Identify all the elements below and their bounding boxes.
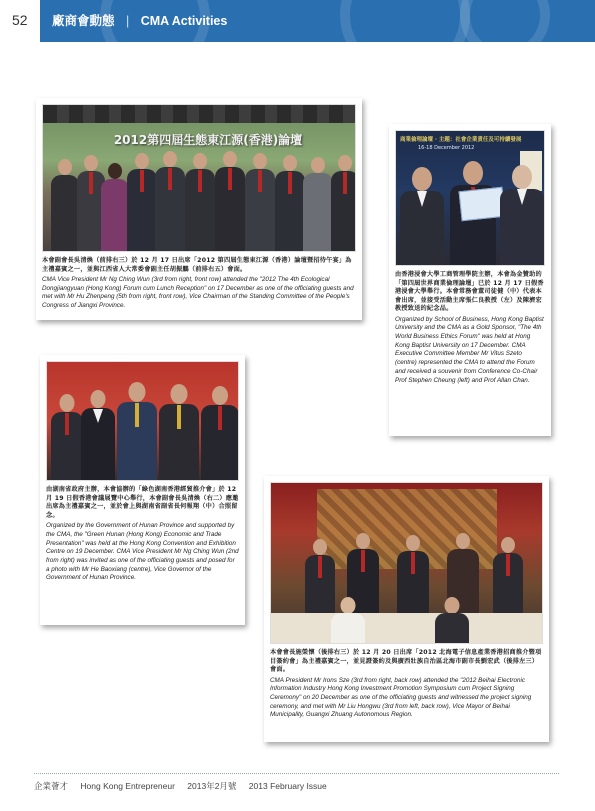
page-number: 52 xyxy=(12,12,28,28)
section-title-zh: 廠商會動態 xyxy=(52,14,115,28)
guest xyxy=(245,153,275,251)
guest xyxy=(500,165,544,265)
guest xyxy=(303,157,333,251)
guest xyxy=(400,167,444,265)
guest xyxy=(331,155,356,251)
event-banner: 2012第四屆生態東江源(香港)論壇 xyxy=(113,133,303,147)
guest xyxy=(185,153,215,251)
event-banner: 商業倫理論壇 · 主題：社會企業責任及可持續發展 xyxy=(400,137,522,143)
issue-date-zh: 2013年2月號 xyxy=(187,781,237,791)
guest xyxy=(101,163,129,251)
guest xyxy=(127,153,157,251)
caption-english: CMA Vice President Mr Ng Ching Wun (3rd from right, front row) attended the "2012 The 4th Ecological Dongjiangyuan (Hong Kong) Forum cum Lunch Reception" on 17 December as one of the officiating guests and met with Mr Hu Zhenpeng (5th from right, front row), Vice Chairman of the Standing Committee of the People's Congress of Jiangxi Province. xyxy=(42,276,354,310)
photo-card-beihai-signing xyxy=(264,476,549,742)
guest xyxy=(275,155,305,251)
header-decoration xyxy=(460,0,550,42)
magazine-name-en: Hong Kong Entrepreneur xyxy=(80,781,175,791)
photo-caption xyxy=(395,271,545,385)
caption-chinese: 本會副會長吳清煥（前排右三）於 12 月 17 日出席「2012 第四屆生態東江源（香港）論壇暨招待午宴」為主禮嘉賓之一，並與江西省人大常委會副主任胡振鵬（前排右五）會面。 xyxy=(42,257,352,273)
header-decoration xyxy=(340,0,470,42)
signing-table xyxy=(271,613,542,643)
event-photo xyxy=(42,104,356,252)
section-title-en: CMA Activities xyxy=(140,14,228,28)
page-footer xyxy=(34,780,337,796)
photo-card-hunan-presentation xyxy=(40,355,245,625)
section-header xyxy=(40,0,595,42)
caption-chinese: 本會會長施榮懷（後排右三）於 12 月 20 日出席「2012 北海電子信息產業香港招商推介暨項目簽約會」為主禮嘉賓之一，並見證簽約及與廣西壯族自治區北海市副市長劉宏武（後排左三）會面。 xyxy=(270,649,542,674)
guest xyxy=(215,151,245,251)
event-photo xyxy=(46,361,239,481)
photo-caption xyxy=(42,257,356,311)
photo-card-ecological-forum xyxy=(36,98,362,320)
guest xyxy=(51,394,83,480)
guest xyxy=(81,390,115,480)
caption-english: Organized by School of Business, Hong Kong Baptist University and the CMA as a Gold Sponsor, "The 4th World Business Ethics Forum" was held at Hong Kong Baptist University on 17 December. CMA Executive Committee Member Mr Vitus Szeto (centre) represented the CMA to attend the Forum and received a souvenir from Conference Co-Chair Prof Stephen Cheung (left) and Prof Allan Chan. xyxy=(395,315,544,384)
souvenir xyxy=(459,187,506,221)
guest xyxy=(51,159,79,251)
caption-chinese: 由香港浸會大學工商管理學院主辦，本會為金贊助的「第四屆世界商業倫理論壇」已於 12 月 17 日假香港浸會大學舉行。本會常務會董司徒健（中）代表本會出席，並接受活動主席張仁良教授（左）及陳濟宏教授致送的紀念品。 xyxy=(395,271,544,313)
title-separator: | xyxy=(126,14,130,28)
event-photo xyxy=(270,482,543,644)
guest xyxy=(159,384,199,480)
photo-card-business-ethics-forum xyxy=(389,124,551,436)
guest xyxy=(201,386,239,480)
stage-lights xyxy=(43,105,355,123)
guest xyxy=(155,151,185,251)
section-title xyxy=(52,11,227,29)
event-banner-date: 16-18 December 2012 xyxy=(418,145,475,151)
signatory xyxy=(435,597,469,643)
photo-caption xyxy=(270,649,543,720)
guest xyxy=(117,382,157,480)
caption-chinese: 由湖南省政府主辦，本會協辦的「綠色湖南香港經貿推介會」於 12 月 19 日假香港會議展覽中心舉行，本會副會長吳清煥（右二）應邀出席為主禮嘉賓之一，並於會上與湖南省副省長何報翔（中）合照留念。 xyxy=(46,486,239,519)
footer-divider xyxy=(34,773,559,774)
caption-english: Organized by the Government of Hunan Province and supported by the CMA, the "Green Hunan (Hong Kong) Economic and Trade Presentation" was held at the Hong Kong Convention and Exhibition Centre on 19 December. CMA Vice President Mr Ng Ching Wun (2nd from right) was invited as one of the officiating guests and posed for a photo with Mr He Baoxiang (centre), Vice Governor of the Government of Hunan Province. xyxy=(46,522,239,582)
signatory xyxy=(331,597,365,643)
caption-english: CMA President Mr Irons Sze (3rd from right, back row) attended the "2012 Beihai Electronic Information Industry Hong Kong Investment Promotion Symposium cum Project Signing Ceremony" on 20 December as one of the officiating guests and witnessed the project signing ceremony, and met with Mr Liu Hongwu (3rd from left, back row), Vice Mayor of Beihai Municipality, Guangxi Zhuang Autonomous Region. xyxy=(270,676,532,719)
event-photo xyxy=(395,130,545,266)
issue-date-en: 2013 February Issue xyxy=(248,781,327,791)
magazine-name-zh: 企業薈才 xyxy=(34,781,69,791)
photo-caption xyxy=(46,486,239,583)
